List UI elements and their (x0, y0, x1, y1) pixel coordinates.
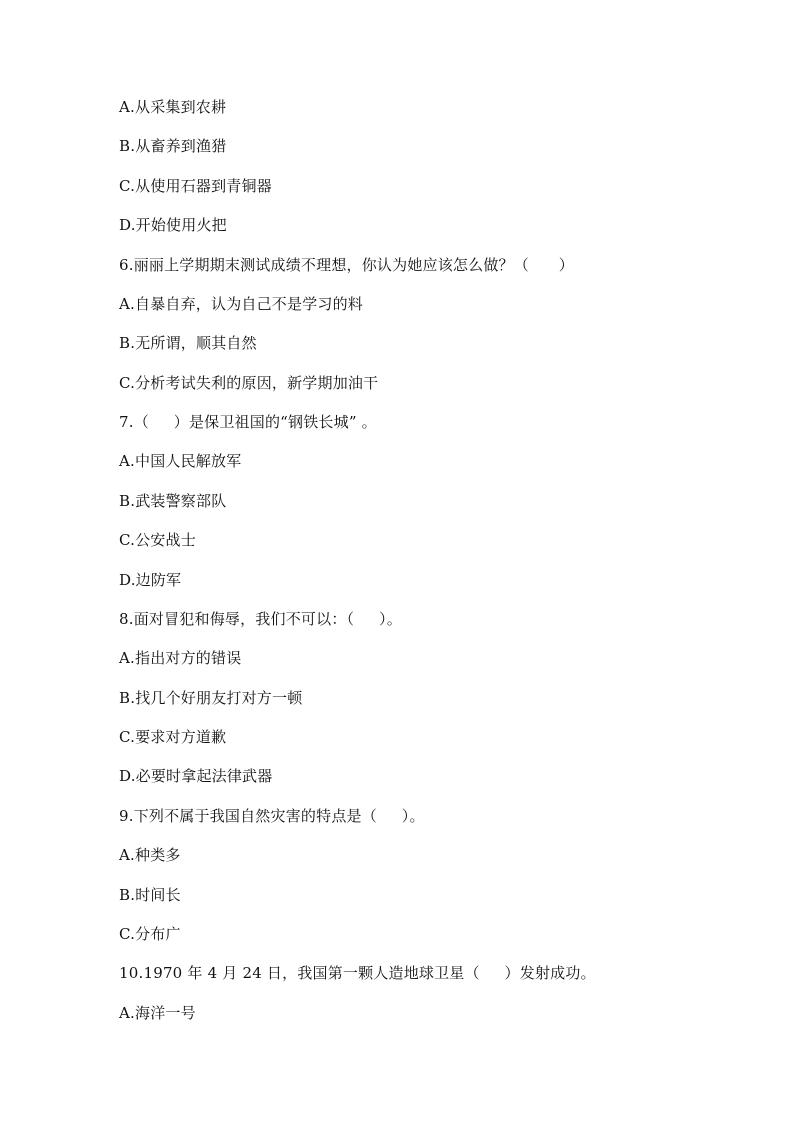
option-line: B.从畜养到渔猎 (119, 137, 227, 155)
option-line: D.开始使用火把 (119, 216, 227, 234)
option-line: B.时间长 (119, 886, 181, 904)
option-line: B.武装警察部队 (119, 492, 227, 510)
option-line: A.自暴自弃，认为自己不是学习的料 (119, 295, 364, 313)
option-line: B.找几个好朋友打对方一顿 (119, 689, 303, 707)
option-line: A.种类多 (119, 846, 181, 864)
question-line: 9.下列不属于我国自然灾害的特点是（ ）。 (119, 807, 425, 825)
question-line: 7.（ ）是保卫祖国的“钢铁长城” 。 (119, 413, 377, 431)
option-line: C.分布广 (119, 925, 181, 943)
option-line: B.无所谓，顺其自然 (119, 334, 257, 352)
question-line: 10.1970 年 4 月 24 日，我国第一颗人造地球卫星（ ）发射成功。 (119, 964, 596, 982)
option-line: D.边防军 (119, 571, 182, 589)
question-line: 8.面对冒犯和侮辱，我们不可以：（ ）。 (119, 610, 402, 628)
option-line: A.海洋一号 (119, 1004, 196, 1022)
option-line: C.从使用石器到青铜器 (119, 177, 272, 195)
option-line: A.中国人民解放军 (119, 452, 242, 470)
option-line: A.指出对方的错误 (119, 649, 242, 667)
option-line: C.要求对方道歉 (119, 728, 227, 746)
question-line: 6.丽丽上学期期末测试成绩不理想，你认为她应该怎么做？（ ） (119, 256, 574, 274)
option-line: C.分析考试失利的原因，新学期加油干 (119, 374, 379, 392)
option-line: A.从采集到农耕 (119, 98, 227, 116)
option-line: D.必要时拿起法律武器 (119, 767, 273, 785)
option-line: C.公安战士 (119, 531, 196, 549)
